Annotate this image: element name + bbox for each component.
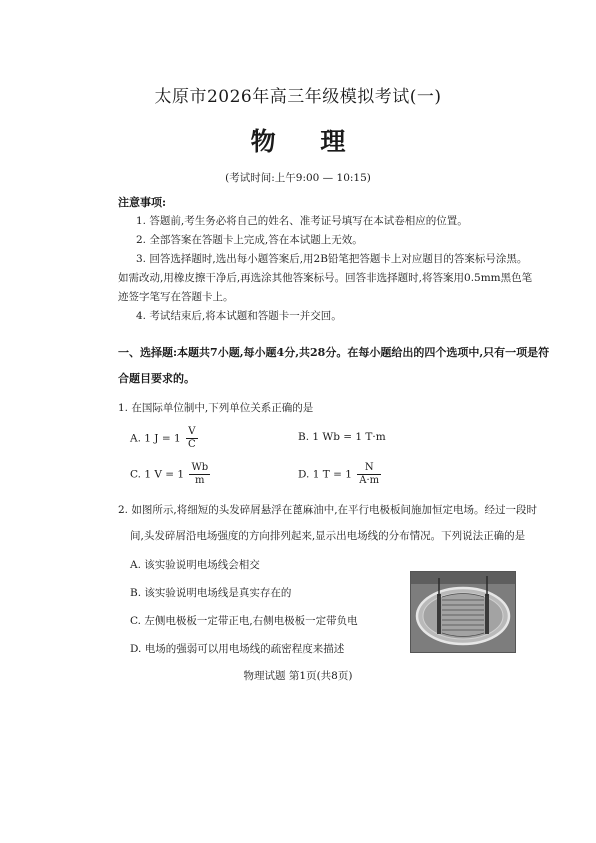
- q1-option-d-denominator: A·m: [359, 475, 380, 486]
- page-footer: 物理试题 第1页(共8页): [243, 670, 353, 682]
- q1-option-d-prefix: D. 1 T = 1: [298, 468, 352, 481]
- experiment-photo-illustration: [411, 572, 515, 652]
- q2-option-d: D. 电场的强弱可以用电场线的疏密程度来描述: [130, 643, 345, 655]
- q1-option-b: B. 1 Wb = 1 T·m: [298, 431, 386, 443]
- question-2-stem-line-1: 2. 如图所示,将细短的头发碎屑悬浮在蓖麻油中,在平行电极板间施加恒定电场。经过一段时: [118, 504, 538, 516]
- q2-option-c: C. 左侧电极板一定带正电,右侧电极板一定带负电: [130, 615, 358, 627]
- notice-line-2: 2. 全部答案在答题卡上完成,答在本试题上无效。: [136, 234, 363, 246]
- notice-line-1: 1. 答题前,考生务必将自己的姓名、准考证号填写在本试卷相应的位置。: [136, 215, 468, 227]
- q1-option-c-denominator: m: [195, 475, 205, 486]
- section-heading-line-2: 合题目要求的。: [118, 372, 195, 385]
- q1-option-c-numerator: Wb: [191, 462, 209, 473]
- q1-option-a-prefix: A. 1 J = 1: [130, 432, 181, 445]
- question-1-stem: 1. 在国际单位制中,下列单位关系正确的是: [118, 402, 314, 414]
- exam-title: 太原市2026年高三年级模拟考试(一): [154, 87, 442, 107]
- q1-option-a-fraction: [186, 426, 198, 451]
- notice-line-6: 4. 考试结束后,将本试题和答题卡一并交回。: [136, 310, 342, 322]
- experiment-photo: [410, 571, 516, 653]
- q1-option-c: [130, 462, 210, 487]
- exam-time: (考试时间:上午9:00 — 10:15): [225, 172, 371, 184]
- q1-option-d-numerator: N: [357, 462, 381, 475]
- q2-option-b: B. 该实验说明电场线是真实存在的: [130, 587, 292, 599]
- q1-option-a-numerator: V: [186, 426, 198, 439]
- notice-line-3: 3. 回答选择题时,选出每小题答案后,用2B铅笔把答题卡上对应题目的答案标号涂黑。: [136, 253, 528, 265]
- subject-title: 物 理: [250, 127, 364, 156]
- question-2-stem-line-2: 间,头发碎屑沿电场强度的方向排列起来,显示出电场线的分布情况。下列说法正确的是: [130, 530, 526, 542]
- q1-option-c-prefix: C. 1 V = 1: [130, 468, 185, 481]
- notice-heading: 注意事项:: [118, 196, 167, 209]
- q1-option-d: [298, 462, 381, 487]
- q1-option-a-denominator: C: [187, 439, 196, 450]
- q2-option-a: A. 该实验说明电场线会相交: [130, 559, 260, 571]
- q1-option-d-fraction: [357, 462, 381, 487]
- q1-option-c-fraction: [189, 462, 210, 487]
- notice-line-4: 如需改动,用橡皮擦干净后,再选涂其他答案标号。回答非选择题时,将答案用0.5mm黑色笔: [118, 272, 533, 284]
- section-heading-line-1: 一、选择题:本题共7小题,每小题4分,共28分。在每小题给出的四个选项中,只有一项是符: [118, 346, 550, 359]
- q1-option-a: [130, 426, 198, 451]
- notice-line-5: 迹签字笔写在答题卡上。: [118, 291, 234, 303]
